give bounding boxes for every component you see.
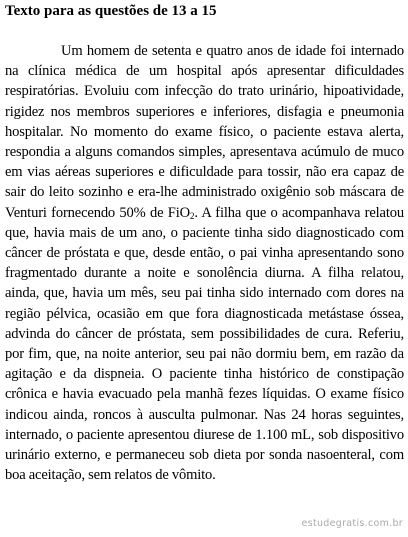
document-title: Texto para as questões de 13 a 15	[5, 3, 217, 19]
paragraph-text-part1: Um homem de setenta e quatro anos de idade foi internado na clínica médica de um hospital após apresentar dificuldades respiratórias. Evoluiu com infecção do trato urinário, hipoatividade, rigidez nos membros superiores e inferiores, disfagia e pneumonia hospitalar. No momento do exame físico, o paciente estava alerta, respondia a alguns comandos simples, apresentava acúmulo de muco em vias aéreas superiores e dificuldade para tossir, não era capaz de sair do leito sozinho e era-lhe administrado oxigênio sob máscara de Venturi fornecendo 50% de FiO	[5, 43, 404, 221]
oxygen-subscript: 2	[189, 210, 195, 221]
paragraph-text-part2: . A filha que o acompanhava relatou que, havia mais de um ano, o paciente tinha sido diagnosticado com câncer de próstata e que, desde então, o pai vinha apresentando sono fragmentado durante a noite e sonolência diurna. A filha relatou, ainda, que, havia um mês, seu pai tinha sido internado com dores na região pélvica, ocasião em que fora diagnosticada metástase óssea, advinda do câncer de próstata, sem possibilidades de cura. Referiu, por fim, que, na noite anterior, seu pai não dormiu bem, em razão da agitação e da dispneia. O paciente tinha histórico de constipação crônica e havia evacuado pela manhã fezes líquidas. O exame físico indicou ainda, roncos à ausculta pulmonar. Nas 24 horas seguintes, internado, o paciente apresentou diurese de 1.100 mL, sob dispositivo urinário externo, e permaneceu sob dieta por sonda nasoenteral, com boa aceitação, sem relatos de vômito.	[5, 204, 404, 484]
watermark-text: estudegratis.com.br	[301, 518, 403, 529]
document-paragraph	[5, 41, 404, 485]
